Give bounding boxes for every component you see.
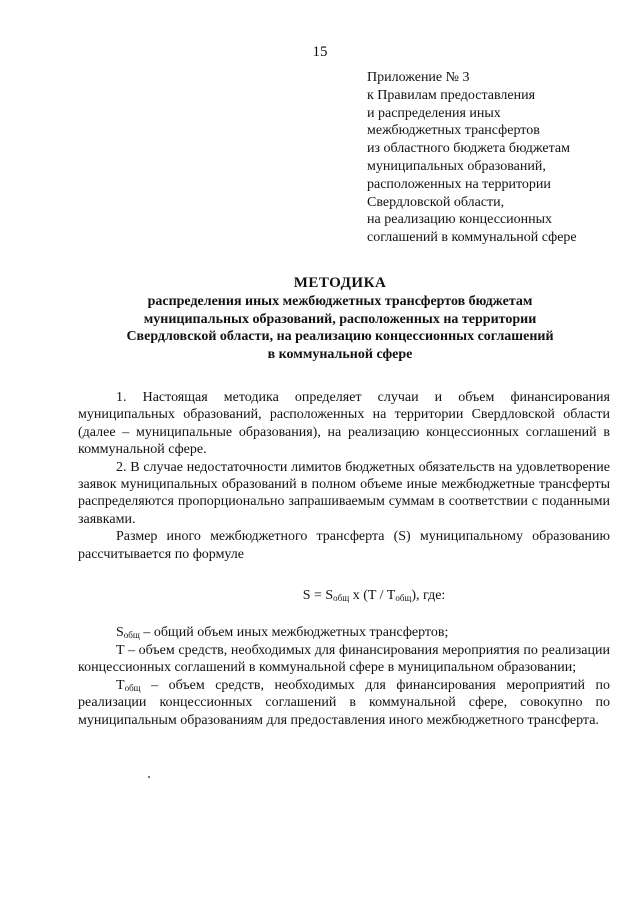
paragraph-1: 1. Настоящая методика определяет случаи и объем финансирования муниципальных образований, расположенных на территории Свердловской области (далее – муниципальные образования), на реализацию концессионных соглашений в коммунальной сфере. [78,390,610,458]
title-line: в коммунальной сфере [267,347,413,363]
document-body [78,389,610,729]
paragraph-2: 2. В случае недостаточности лимитов бюджетных обязательств на удовлетворение заявок муниципальных образований в полном объеме иные межбюджетные трансферты распределяются пропорционально запрашиваемым суммам в соответствии с поданными заявками. [78,459,610,527]
appendix-line: Приложение № 3 [367,70,470,85]
symbol-subscript: общ [123,630,140,641]
appendix-line: на реализацию концессионных [367,212,553,228]
definition-text: – объем средств, необходимых для финансирования мероприятий по реализации концессионных соглашений в коммунальной сфере, совокупно по муниципальным образованиям для предоставления иного межбюджетного трансферта. [78,677,610,728]
formula-subscript: общ [395,593,412,604]
symbol-subscript: общ [124,682,141,693]
title-line: распределения иных межбюджетных трансфертов бюджетам [147,293,533,309]
appendix-line: муниципальных образований, [367,158,546,174]
appendix-line: и распределения иных [367,105,501,121]
appendix-line: межбюджетных трансфертов [367,123,540,139]
symbol: S [116,625,124,641]
definition-t-total [78,677,610,729]
document-title [70,275,610,364]
title-line: Свердловской области, на реализацию концессионных соглашений [126,329,554,345]
formula-part: ), где: [411,588,446,604]
definition-t: T – объем средств, необходимых для финансирования мероприятия по реализации концессионных соглашений в коммунальной сфере в муниципальном образовании; [78,642,610,676]
appendix-line: к Правилам предоставления [367,87,536,103]
definition-text: – общий объем иных межбюджетных трансфертов; [139,625,449,641]
title-heading: МЕТОДИКА [293,275,387,291]
page-number: 15 [312,44,328,60]
formula-part: x (T / T [349,588,396,604]
formula-subscript: общ [333,593,350,604]
appendix-header [367,69,627,247]
appendix-line: Свердловской области, [367,194,505,210]
appendix-line: соглашений в коммунальной сфере [367,230,577,246]
definition-s-total [78,624,610,641]
formula [78,587,610,604]
appendix-line: из областного бюджета бюджетам [367,141,570,157]
formula-part: S = S [302,588,334,604]
appendix-line: расположенных на территории [367,176,551,192]
symbol: T [116,677,125,693]
scan-speck [148,776,150,778]
paragraph-3: Размер иного межбюджетного трансферта (S) муниципальному образованию рассчитывается по формуле [78,529,610,562]
title-line: муниципальных образований, расположенных на территории [143,311,537,327]
